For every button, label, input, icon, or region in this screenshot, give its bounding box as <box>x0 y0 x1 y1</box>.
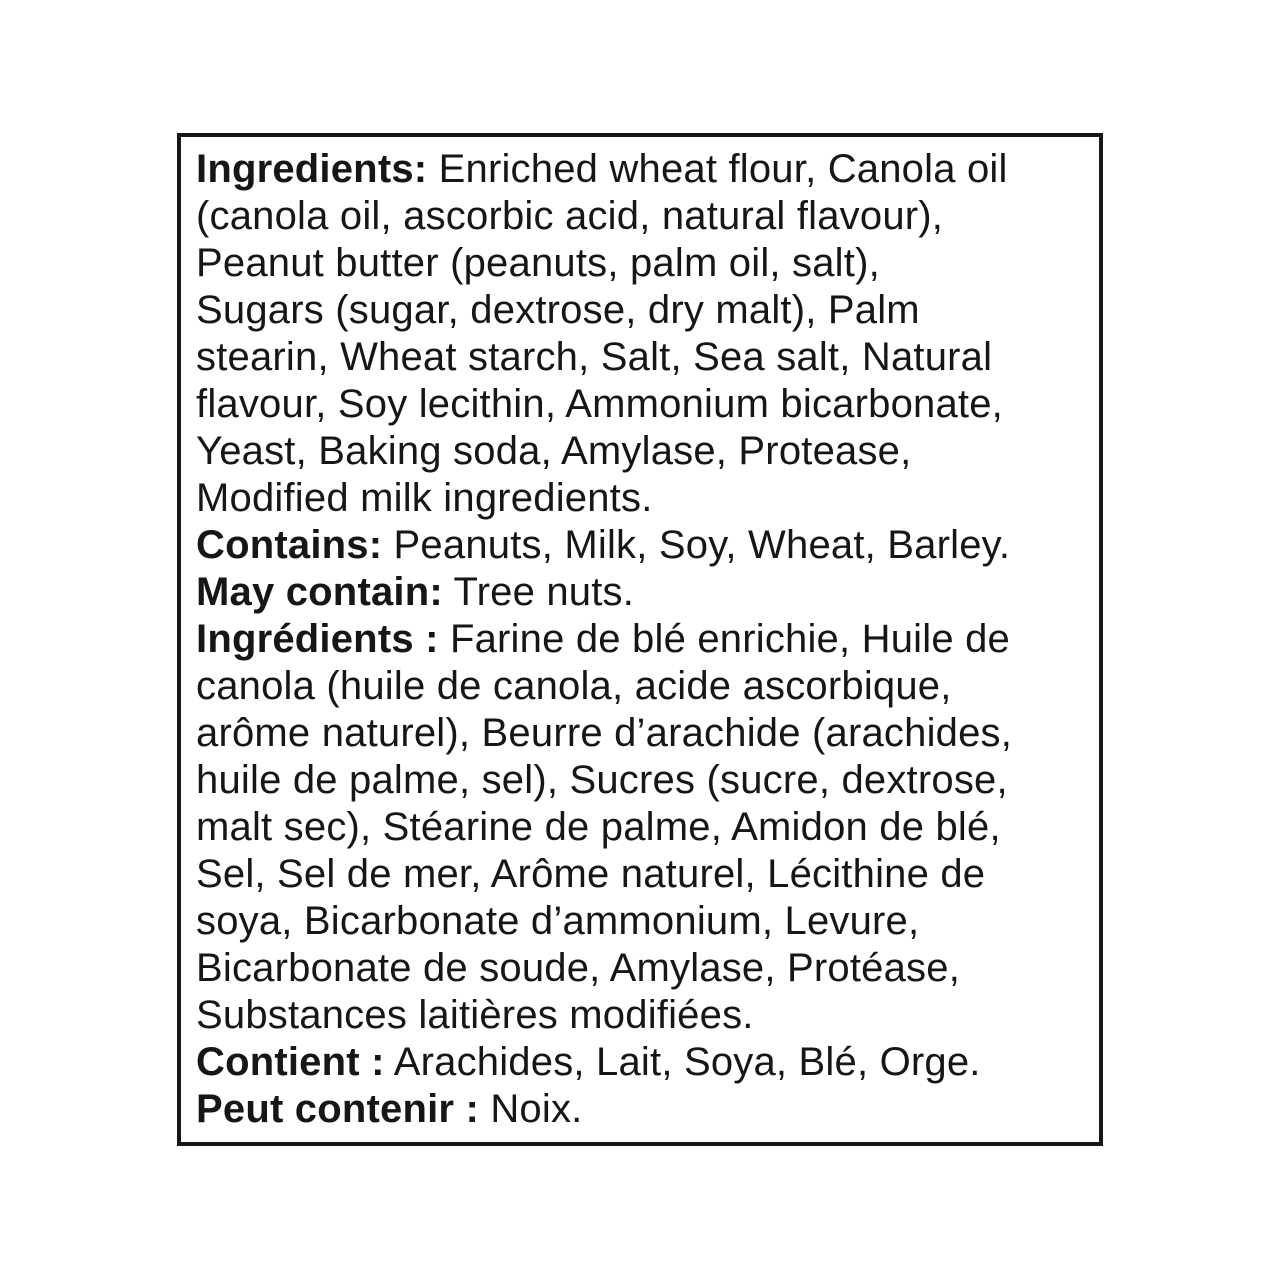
line-text: Farine de blé enrichie, Huile de <box>438 617 1010 661</box>
line-bold-prefix: Contient : <box>196 1040 385 1084</box>
label-line <box>196 616 1085 663</box>
label-line <box>196 851 1085 898</box>
label-line <box>196 522 1085 569</box>
line-bold-prefix: Contains: <box>196 523 383 567</box>
line-text: Sel, Sel de mer, Arôme naturel, Lécithine de <box>196 852 986 896</box>
label-line <box>196 804 1085 851</box>
line-text: canola (huile de canola, acide ascorbique, <box>196 664 952 708</box>
line-text: Substances laitières modifiées. <box>196 993 754 1037</box>
line-text: soya, Bicarbonate d’ammonium, Levure, <box>196 899 920 943</box>
ingredient-label-box <box>177 133 1103 1146</box>
label-line <box>196 1086 1085 1133</box>
line-text: Enriched wheat flour, Canola oil <box>427 147 1008 191</box>
label-line <box>196 193 1085 240</box>
line-text: Yeast, Baking soda, Amylase, Protease, <box>196 429 912 473</box>
label-line <box>196 287 1085 334</box>
label-line <box>196 334 1085 381</box>
line-text: Modified milk ingredients. <box>196 476 653 520</box>
label-line <box>196 945 1085 992</box>
label-line <box>196 1039 1085 1086</box>
label-line <box>196 428 1085 475</box>
line-text: Bicarbonate de soude, Amylase, Protéase, <box>196 946 961 990</box>
label-line <box>196 898 1085 945</box>
label-line <box>196 992 1085 1039</box>
line-text: malt sec), Stéarine de palme, Amidon de blé, <box>196 805 1001 849</box>
line-text: Arachides, Lait, Soya, Blé, Orge. <box>384 1040 981 1084</box>
line-text: arôme naturel), Beurre d’arachide (arachides, <box>196 711 1013 755</box>
label-line <box>196 663 1085 710</box>
line-bold-prefix: Ingredients: <box>196 147 428 191</box>
label-line <box>196 381 1085 428</box>
line-bold-prefix: May contain: <box>196 570 443 614</box>
label-line <box>196 475 1085 522</box>
line-text: (canola oil, ascorbic acid, natural flavour), <box>196 194 944 238</box>
label-line <box>196 240 1085 287</box>
line-text: Peanut butter (peanuts, palm oil, salt), <box>196 241 880 285</box>
line-text: stearin, Wheat starch, Salt, Sea salt, Natural <box>196 335 993 379</box>
line-bold-prefix: Peut contenir : <box>196 1087 480 1131</box>
label-line <box>196 569 1085 616</box>
line-text: Sugars (sugar, dextrose, dry malt), Palm <box>196 288 920 332</box>
line-text: huile de palme, sel), Sucres (sucre, dextrose, <box>196 758 1008 802</box>
line-text: Tree nuts. <box>442 570 635 614</box>
line-text: Noix. <box>479 1087 583 1131</box>
label-line <box>196 146 1085 193</box>
line-bold-prefix: Ingrédients : <box>196 617 439 661</box>
label-line <box>196 757 1085 804</box>
label-line <box>196 710 1085 757</box>
line-text: Peanuts, Milk, Soy, Wheat, Barley. <box>382 523 1011 567</box>
line-text: flavour, Soy lecithin, Ammonium bicarbonate, <box>196 382 1003 426</box>
